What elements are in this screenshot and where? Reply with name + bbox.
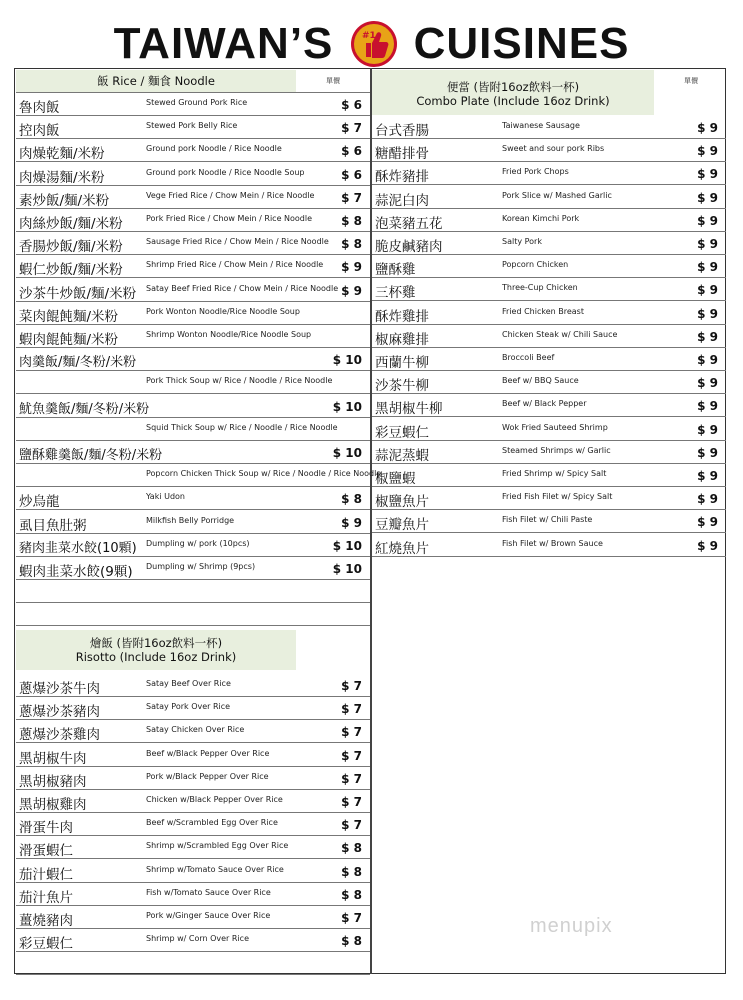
item-name-en: Pork Slice w/ Mashed Garlic [502, 190, 612, 200]
noodle-menu-item [16, 163, 370, 186]
noodle-menu-item [16, 534, 370, 557]
item-price: $ 7 [341, 121, 362, 136]
noodle-menu-item [16, 441, 370, 464]
item-name-en: Taiwanese Sausage [502, 121, 580, 130]
item-price: $ 9 [697, 213, 718, 228]
item-name-zh: 椒鹽蝦 [375, 471, 416, 487]
item-price: $ 7 [341, 795, 362, 809]
item-name-zh: 控肉飯 [19, 123, 60, 140]
noodle-menu-item [16, 603, 370, 626]
combo-menu-item [372, 232, 726, 255]
item-name-en: Pork Fried Rice / Chow Mein / Rice Noodle [146, 214, 313, 223]
combo-section-header [372, 70, 654, 115]
item-name-en: Salty Pork [502, 237, 542, 246]
item-name-en: Shrimp w/Tomato Sauce Over Rice [146, 864, 284, 874]
item-price: $ 6 [341, 98, 362, 112]
item-price: $ 9 [697, 422, 718, 437]
item-price: $ 9 [697, 515, 718, 530]
item-name-en: Shrimp Fried Rice / Chow Mein / Rice Noodle [146, 260, 324, 270]
noodle-menu-item [16, 232, 370, 255]
risotto-menu-item [16, 744, 370, 767]
item-name-zh: 素炒飯/麵/米粉 [19, 192, 110, 209]
noodle-menu-item [16, 487, 370, 510]
noodle-menu-item [16, 348, 370, 371]
combo-menu-item [372, 255, 726, 278]
item-price: $ 9 [697, 167, 718, 182]
item-name-zh: 鹽酥雞羹飯/麵/冬粉/米粉 [19, 448, 163, 463]
item-name-en: Ground pork Noodle / Rice Noodle [146, 144, 282, 154]
item-name-en: Beef w/Scrambled Egg Over Rice [146, 818, 278, 828]
combo-heading-zh: 便當 (皆附16oz飲料一杯) [446, 80, 580, 94]
item-price: $ 7 [341, 771, 362, 786]
item-name-zh: 鹽酥雞 [375, 262, 416, 279]
item-price: $ 9 [697, 376, 718, 391]
item-name-zh: 豆瓣魚片 [375, 517, 429, 534]
item-name-en: Squid Thick Soup w/ Rice / Noodle / Rice Noodle [146, 422, 338, 432]
item-price: $ 9 [697, 190, 718, 205]
item-name-zh: 蔥爆沙茶牛肉 [19, 681, 100, 697]
item-price: $ 7 [341, 725, 362, 740]
risotto-heading-zh: 燴飯 (皆附16oz飲料一杯) [89, 636, 223, 650]
logo-text: #1 [361, 31, 376, 41]
item-name-en: Fish Filet w/ Chili Paste [502, 515, 593, 525]
item-name-zh: 薑燒豬肉 [19, 913, 73, 929]
combo-menu-item [372, 418, 726, 441]
risotto-menu-item [16, 952, 370, 975]
item-name-zh: 炒烏龍 [19, 494, 60, 511]
item-name-zh: 紅燒魚片 [375, 540, 429, 557]
combo-menu-item [372, 139, 726, 162]
item-name-zh: 蒜泥蒸蝦 [375, 447, 429, 464]
combo-menu-item [372, 186, 726, 209]
risotto-menu-item [16, 720, 370, 743]
item-name-zh: 彩豆蝦仁 [375, 424, 429, 441]
item-price: $ 9 [697, 260, 718, 275]
item-name-en: Fried Shrimp w/ Spicy Salt [502, 469, 607, 478]
combo-menu-item [372, 278, 726, 301]
watermark: menupix [530, 915, 613, 937]
item-name-zh: 肉羹飯/麵/冬粉/米粉 [19, 355, 137, 371]
risotto-menu-item [16, 767, 370, 790]
item-name-en: Dumpling w/ Shrimp (9pcs) [146, 562, 256, 571]
item-price: $ 10 [332, 399, 362, 414]
noodle-menu-item [16, 511, 370, 534]
risotto-menu-item [16, 836, 370, 859]
item-price: $ 9 [697, 121, 718, 135]
combo-menu-item [372, 162, 726, 185]
combo-menu-item [372, 371, 726, 394]
item-name-zh: 脆皮鹹豬肉 [375, 239, 443, 255]
item-price: $ 9 [697, 538, 718, 553]
noodle-menu-item [16, 580, 370, 603]
item-price: $ 9 [697, 237, 718, 251]
item-name-en: Korean Kimchi Pork [502, 213, 580, 223]
noodle-menu-item [16, 325, 370, 348]
item-name-en: Wok Fried Sauteed Shrimp [502, 422, 608, 432]
item-name-zh: 菜肉餛飩麵/米粉 [19, 308, 119, 325]
item-price: $ 8 [341, 237, 362, 252]
item-price: $ 7 [341, 818, 362, 833]
item-name-en: Pork w/Ginger Sauce Over Rice [146, 911, 271, 920]
risotto-menu-item [16, 906, 370, 929]
item-name-en: Broccoli Beef [502, 353, 555, 362]
item-price: $ 10 [332, 446, 362, 460]
combo-menu-item [372, 487, 726, 510]
combo-price-heading: 單價 [684, 77, 698, 85]
noodle-menu-item [16, 371, 370, 394]
noodle-menu-item [16, 279, 370, 302]
combo-heading-en: Combo Plate (Include 16oz Drink) [416, 94, 610, 108]
item-name-zh: 黑胡椒雞肉 [19, 797, 87, 813]
item-name-zh: 香腸炒飯/麵/米粉 [19, 239, 123, 256]
item-price: $ 9 [697, 306, 718, 321]
item-name-zh: 泡菜豬五花 [375, 215, 443, 232]
item-name-zh: 黑胡椒豬肉 [19, 773, 87, 790]
item-name-en: Dumpling w/ pork (10pcs) [146, 538, 250, 548]
noodle-menu-item [16, 255, 370, 278]
item-name-zh: 肉燥乾麵/米粉 [19, 146, 105, 163]
item-price: $ 7 [341, 679, 362, 693]
item-name-zh: 蔥爆沙茶雞肉 [19, 727, 100, 744]
noodle-menu-item [16, 557, 370, 580]
item-name-en: Satay Beef Fried Rice / Chow Mein / Rice Noodle [146, 283, 339, 293]
item-price: $ 9 [697, 353, 718, 367]
item-name-zh: 酥炸雞排 [375, 308, 429, 325]
item-price: $ 9 [697, 445, 718, 460]
combo-menu-item [372, 302, 726, 325]
item-name-en: Popcorn Chicken [502, 260, 569, 270]
item-name-en: Chicken w/Black Pepper Over Rice [146, 795, 283, 804]
item-name-zh: 蒜泥白肉 [375, 192, 429, 209]
item-name-en: Milkfish Belly Porridge [146, 515, 235, 525]
item-name-zh: 魷魚羹飯/麵/冬粉/米粉 [19, 401, 150, 417]
item-name-en: Stewed Ground Pork Rice [146, 98, 248, 107]
item-name-zh: 茄汁魚片 [19, 889, 73, 906]
item-name-zh: 台式香腸 [375, 123, 429, 139]
item-name-en: Satay Beef Over Rice [146, 679, 231, 688]
item-name-en: Yaki Udon [146, 492, 185, 502]
item-name-zh: 酥炸豬排 [375, 169, 429, 186]
risotto-menu-item [16, 860, 370, 883]
risotto-heading-en: Risotto (Include 16oz Drink) [75, 650, 237, 664]
item-name-zh: 蝦肉餛飩麵/米粉 [19, 332, 119, 348]
item-name-en: Satay Chicken Over Rice [146, 725, 245, 735]
item-name-zh: 沙茶牛柳 [375, 378, 429, 395]
item-price: $ 8 [341, 934, 362, 949]
risotto-menu-item [16, 674, 370, 697]
item-name-en: Pork w/Black Pepper Over Rice [146, 771, 269, 781]
noodle-heading: 飯 Rice / 麵食 Noodle [97, 74, 215, 88]
item-name-en: Stewed Pork Belly Rice [146, 121, 238, 131]
item-name-en: Vege Fried Rice / Chow Mein / Rice Noodle [146, 190, 315, 200]
item-name-zh: 虱目魚肚粥 [19, 517, 87, 534]
combo-menu-item [372, 534, 726, 557]
item-name-en: Fish Filet w/ Brown Sauce [502, 538, 603, 548]
item-price: $ 6 [341, 167, 362, 182]
item-name-en: Beef w/ BBQ Sauce [502, 376, 579, 386]
item-name-zh: 蔥爆沙茶豬肉 [19, 704, 100, 721]
item-price: $ 10 [332, 538, 362, 553]
combo-menu-item [372, 116, 726, 139]
item-price: $ 9 [697, 283, 718, 298]
combo-menu-item [372, 510, 726, 533]
item-name-en: Beef w/Black Pepper Over Rice [146, 748, 270, 758]
item-name-zh: 滑蛋牛肉 [19, 820, 73, 837]
item-price: $ 8 [341, 492, 362, 507]
risotto-menu-item [16, 813, 370, 836]
item-name-zh: 椒麻雞排 [375, 331, 429, 348]
item-price: $ 7 [341, 911, 362, 925]
item-price: $ 10 [332, 562, 362, 576]
item-name-en: Pork Thick Soup w/ Rice / Noodle / Rice Noodle [146, 376, 333, 386]
title-right: CUISINES [413, 19, 630, 68]
item-price: $ 9 [697, 144, 718, 159]
item-name-zh: 黑胡椒牛柳 [375, 401, 443, 418]
item-price: $ 8 [341, 887, 362, 902]
item-price: $ 7 [341, 702, 362, 717]
item-price: $ 8 [341, 864, 362, 879]
noodle-menu-item [16, 395, 370, 418]
item-name-zh: 彩豆蝦仁 [19, 936, 73, 953]
item-name-en: Shrimp Wonton Noodle/Rice Noodle Soup [146, 330, 312, 339]
item-name-zh: 黑胡椒牛肉 [19, 750, 87, 767]
item-name-zh: 肉絲炒飯/麵/米粉 [19, 216, 123, 232]
noodle-header-rule [16, 70, 370, 93]
item-price: $ 8 [341, 841, 362, 856]
risotto-menu-item [16, 883, 370, 906]
combo-menu-item [372, 348, 726, 371]
item-name-zh: 肉燥湯麵/米粉 [19, 169, 105, 186]
item-price: $ 6 [341, 144, 362, 159]
item-name-en: Fish w/Tomato Sauce Over Rice [146, 887, 271, 897]
item-name-zh: 茄汁蝦仁 [19, 866, 73, 883]
item-name-en: Shrimp w/ Corn Over Rice [146, 934, 249, 944]
risotto-menu-item [16, 697, 370, 720]
item-name-en: Pork Wonton Noodle/Rice Noodle Soup [146, 306, 300, 316]
risotto-section-header [16, 630, 296, 670]
noodle-menu-item [16, 186, 370, 209]
item-name-en: Chicken Steak w/ Chili Sauce [502, 329, 618, 339]
item-price: $ 9 [697, 399, 718, 414]
item-name-en: Sausage Fried Rice / Chow Mein / Rice Noodle [146, 237, 329, 247]
noodle-menu-item [16, 116, 370, 139]
item-price: $ 9 [697, 329, 718, 344]
item-name-zh: 豬肉韭菜水餃(10顆) [19, 540, 137, 556]
item-name-en: Fried Chicken Breast [502, 306, 584, 316]
item-price: $ 9 [697, 469, 718, 483]
item-name-en: Sweet and sour pork Ribs [502, 144, 605, 154]
item-name-zh: 糖醋排骨 [375, 146, 429, 163]
item-price: $ 9 [341, 515, 362, 530]
combo-menu-item [372, 209, 726, 232]
item-name-en: Beef w/ Black Pepper [502, 399, 587, 409]
combo-menu-item [372, 325, 726, 348]
item-price: $ 10 [332, 353, 362, 368]
item-name-zh: 三杯雞 [375, 285, 416, 302]
noodle-menu-item [16, 302, 370, 325]
noodle-menu-item [16, 464, 382, 487]
item-name-en: Fried Fish Filet w/ Spicy Salt [502, 492, 613, 502]
risotto-menu-item [16, 929, 370, 952]
item-name-en: Satay Pork Over Rice [146, 702, 231, 712]
item-name-zh: 蝦仁炒飯/麵/米粉 [19, 262, 123, 279]
item-name-zh: 滑蛋蝦仁 [19, 843, 73, 860]
item-name-zh: 椒鹽魚片 [375, 494, 429, 511]
item-price: $ 9 [341, 260, 362, 275]
item-price: $ 9 [341, 283, 362, 298]
title-left: TAIWAN’S [113, 19, 334, 68]
item-price: $ 9 [697, 492, 718, 507]
item-name-zh: 魯肉飯 [19, 100, 60, 116]
noodle-menu-item [16, 139, 370, 162]
item-name-zh: 蝦肉韭菜水餃(9顆) [19, 564, 133, 580]
item-name-en: Three-Cup Chicken [502, 283, 578, 293]
combo-menu-item [372, 394, 726, 417]
combo-menu-item [372, 441, 726, 464]
noodle-menu-item [16, 209, 370, 232]
item-name-en: Ground pork Noodle / Rice Noodle Soup [146, 167, 305, 177]
item-price: $ 8 [341, 214, 362, 228]
item-name-en: Steamed Shrimps w/ Garlic [502, 445, 611, 455]
risotto-menu-item [16, 790, 370, 813]
combo-menu-item [372, 464, 726, 487]
item-name-en: Fried Pork Chops [502, 167, 569, 177]
noodle-menu-item [16, 93, 370, 116]
item-name-zh: 沙茶牛炒飯/麵/米粉 [19, 285, 137, 302]
noodle-menu-item [16, 418, 370, 441]
item-price: $ 7 [341, 190, 362, 205]
item-name-zh: 西蘭牛柳 [375, 355, 429, 371]
item-price: $ 7 [341, 748, 362, 763]
thumbs-up-logo-icon [349, 19, 399, 69]
menu-title [0, 14, 743, 74]
item-name-en: Shrimp w/Scrambled Egg Over Rice [146, 841, 289, 851]
item-name-en: Popcorn Chicken Thick Soup w/ Rice / Noodle / Rice Noodle [146, 469, 382, 479]
noodle-price-heading: 單價 [326, 77, 340, 85]
